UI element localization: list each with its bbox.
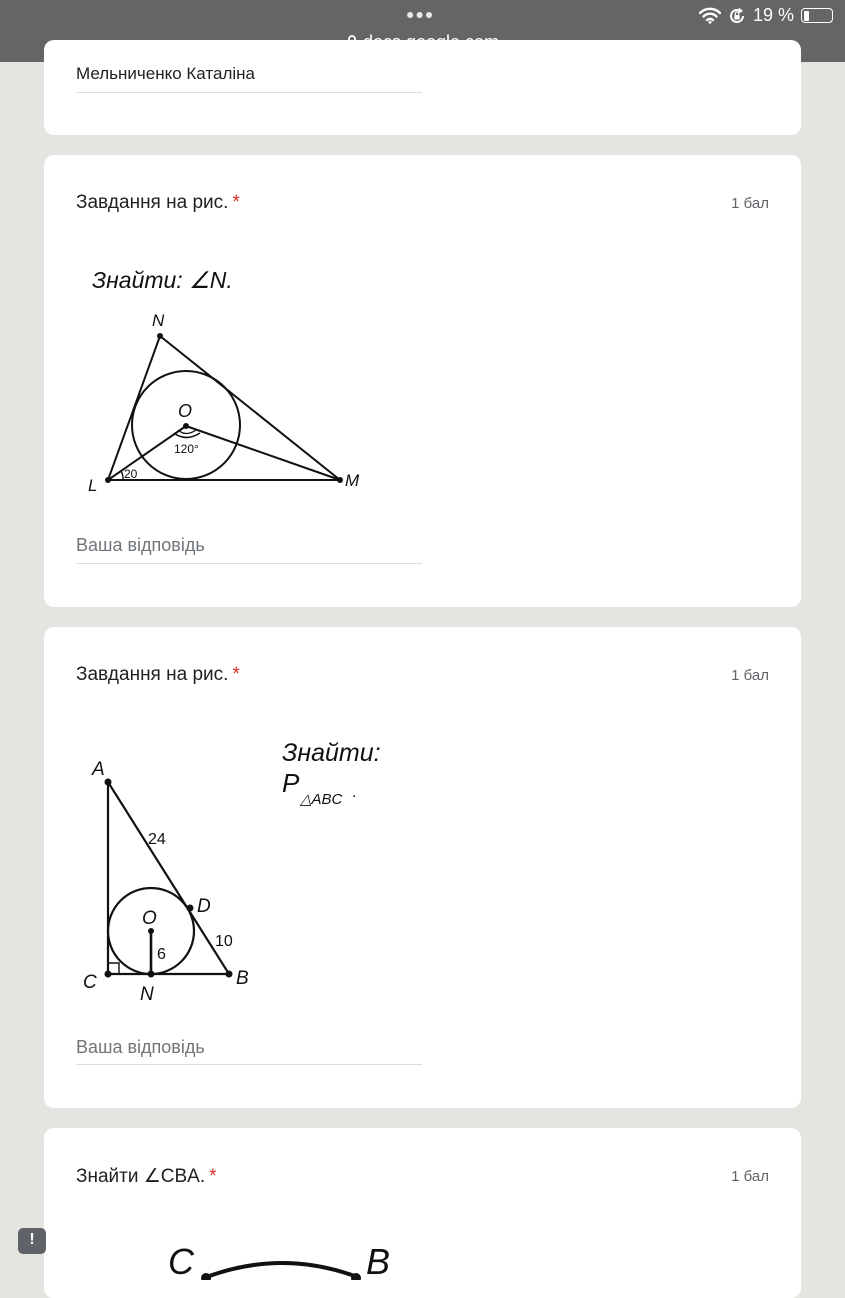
answer-underline — [76, 563, 422, 564]
answer-underline — [76, 1064, 422, 1065]
label-N: N — [152, 311, 165, 330]
status-icons — [699, 5, 833, 26]
label-M: M — [345, 471, 360, 490]
figure-task-text: Знайти: ∠N. — [92, 267, 233, 293]
question-title-text: Знайти ∠CBA. — [76, 1166, 206, 1187]
required-mark: * — [232, 664, 240, 685]
label-O: O — [178, 401, 193, 421]
label-angle-20: 20 — [124, 467, 138, 481]
point-B — [226, 971, 233, 978]
segment-MO — [186, 426, 340, 480]
question-title-text: Завдання на рис. — [76, 192, 229, 213]
figure-task-P: P — [282, 768, 300, 798]
required-mark: * — [232, 192, 240, 213]
name-answer[interactable]: Мельниченко Каталіна — [76, 64, 255, 83]
wifi-icon — [699, 7, 721, 24]
question-card-2 — [44, 627, 801, 1108]
label-D: D — [197, 896, 211, 917]
points-label: 1 бал — [731, 195, 769, 212]
label-A: A — [92, 759, 105, 780]
question-card-3 — [44, 1128, 801, 1298]
label-radius-6: 6 — [157, 946, 166, 963]
point-N — [157, 333, 163, 339]
points-label: 1 бал — [731, 1168, 769, 1185]
point-O — [183, 423, 189, 429]
point-M — [337, 477, 343, 483]
figure-task-line1: Знайти: — [282, 739, 381, 767]
battery-percent: 19 % — [752, 5, 794, 25]
label-L: L — [88, 476, 98, 495]
question-title-text: Завдання на рис. — [76, 664, 229, 685]
label-C: C — [168, 1241, 194, 1280]
point-L — [105, 477, 111, 483]
label-B: B — [236, 968, 249, 989]
orientation-lock-icon — [728, 7, 746, 25]
point-A — [105, 779, 112, 786]
figure-task-sub: △ABC — [300, 791, 343, 808]
name-underline — [76, 92, 422, 93]
battery-icon — [801, 8, 833, 23]
answer-input[interactable]: Ваша відповідь — [76, 1037, 205, 1057]
feedback-button[interactable]: ! — [18, 1228, 46, 1254]
answer-input[interactable]: Ваша відповідь — [76, 535, 205, 555]
label-C: C — [83, 972, 97, 993]
label-B: B — [366, 1241, 391, 1280]
label-seg-10: 10 — [215, 933, 233, 950]
battery-level-fill — [804, 11, 809, 21]
label-seg-24: 24 — [148, 831, 166, 848]
question-card-1 — [44, 155, 801, 607]
required-mark: * — [209, 1166, 217, 1187]
arc-CB — [204, 1263, 360, 1278]
figure-task-dot: . — [352, 784, 357, 801]
triangle-ABC — [108, 782, 229, 974]
label-N: N — [140, 984, 154, 1005]
point-N — [148, 971, 155, 978]
circle-chord-figure — [44, 1128, 801, 1280]
angle-arc-L — [121, 471, 123, 480]
points-label: 1 бал — [731, 667, 769, 684]
triangle-incircle-figure — [44, 155, 801, 505]
label-angle-120: 120° — [174, 442, 199, 456]
label-O: O — [142, 908, 157, 929]
name-card — [44, 40, 801, 135]
point-C — [105, 971, 112, 978]
menu-dots-icon[interactable]: ●●● — [406, 6, 435, 22]
point-D — [187, 905, 194, 912]
right-triangle-incircle-figure — [44, 627, 801, 1017]
